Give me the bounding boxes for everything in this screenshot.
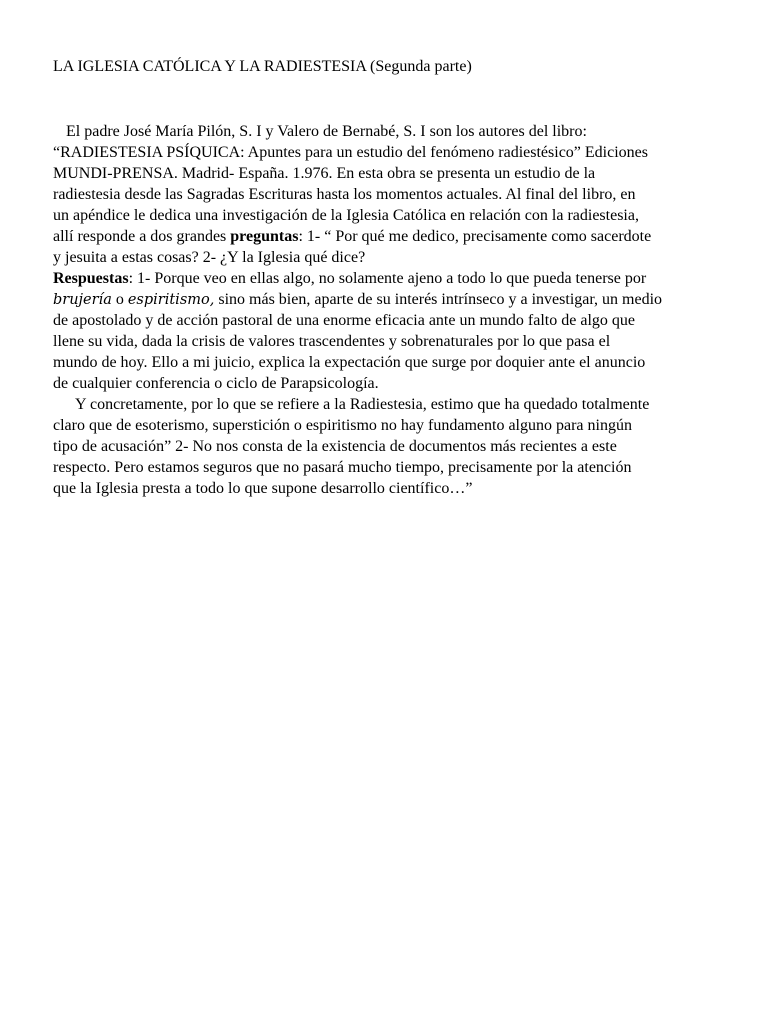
- paragraph-2-line-4: llene su vida, dada la crisis de valores trascendentes y sobrenaturales por lo que pasa el: [53, 333, 611, 350]
- text-segment: sino más bien, aparte de su interés intrínseco y a investigar, un medio: [214, 291, 663, 308]
- paragraph-1-line-1: El padre José María Pilón, S. I y Valero de Bernabé, S. I son los autores del libro:: [66, 123, 587, 140]
- paragraph-3-line-4: respecto. Pero estamos seguros que no pasará mucho tiempo, precisamente por la atención: [53, 459, 632, 476]
- paragraph-2-line-6: de cualquier conferencia o ciclo de Parapsicología.: [53, 375, 379, 392]
- text-segment: : 1- “ Por qué me dedico, precisamente como sacerdote: [298, 228, 652, 245]
- paragraph-3-line-3: tipo de acusación” 2- No nos consta de la existencia de documentos más recientes a este: [53, 438, 617, 455]
- paragraph-1-line-7: y jesuita a estas cosas? 2- ¿Y la Iglesia qué dice?: [53, 249, 366, 266]
- paragraph-2-line-5: mundo de hoy. Ello a mi juicio, explica la expectación que surge por doquier ante el anuncio: [53, 354, 646, 371]
- paragraph-3-line-1: Y concretamente, por lo que se refiere a la Radiestesia, estimo que ha quedado totalmente: [75, 396, 650, 413]
- text-segment: : 1- Porque veo en ellas algo, no solamente ajeno a todo lo que pueda tenerse por: [128, 270, 647, 287]
- italic-term-espiritismo: espiritismo,: [127, 292, 215, 308]
- text-segment: allí responde a dos grandes: [53, 228, 231, 245]
- bold-term-preguntas: preguntas: [230, 228, 299, 245]
- paragraph-2-line-1: [53, 268, 723, 289]
- paragraph-1-line-4: radiestesia desde las Sagradas Escrituras hasta los momentos actuales. Al final del libro, en: [53, 186, 636, 203]
- text-segment: o: [111, 291, 128, 308]
- bold-term-respuestas: Respuestas: [53, 270, 129, 287]
- paragraph-2-line-3: de apostolado y de acción pastoral de una enorme eficacia ante un mundo falto de algo que: [53, 312, 635, 329]
- paragraph-1-line-5: un apéndice le dedica una investigación de la Iglesia Católica en relación con la radiestesia,: [53, 207, 639, 224]
- document-title: LA IGLESIA CATÓLICA Y LA RADIESTESIA (Segunda parte): [53, 58, 472, 75]
- paragraph-3-line-2: claro que de esoterismo, superstición o espiritismo no hay fundamento alguno para ningún: [53, 417, 632, 434]
- italic-term-brujeria: brujería: [53, 292, 112, 308]
- document-body: [53, 121, 723, 499]
- paragraph-2-line-2: [53, 289, 723, 310]
- paragraph-1-line-2: “RADIESTESIA PSÍQUICA: Apuntes para un estudio del fenómeno radiestésico” Ediciones: [53, 144, 648, 161]
- paragraph-3-line-5: que la Iglesia presta a todo lo que supone desarrollo científico…”: [53, 480, 473, 497]
- paragraph-1-line-6: [53, 226, 723, 247]
- paragraph-1-line-3: MUNDI-PRENSA. Madrid- España. 1.976. En esta obra se presenta un estudio de la: [53, 165, 596, 182]
